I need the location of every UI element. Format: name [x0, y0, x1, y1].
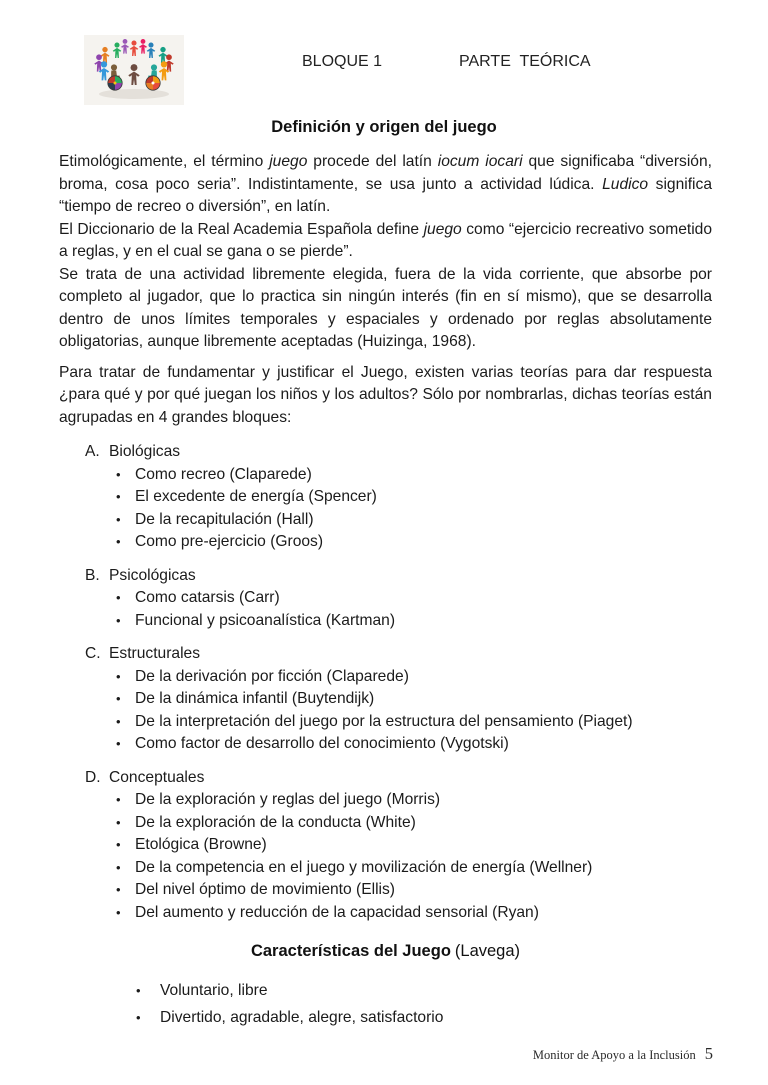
bullet-icon: • [116, 489, 121, 504]
list-item [59, 977, 712, 1004]
list-item [85, 789, 712, 812]
list-item-text: Como factor de desarrollo del conocimiento (Vygotski) [135, 735, 509, 752]
page-number: 5 [704, 1044, 713, 1063]
list-item [59, 1004, 712, 1031]
characteristics-heading-author: (Lavega) [454, 942, 521, 960]
bullet-icon: • [116, 882, 121, 897]
list-item-text: Divertido, agradable, alegre, satisfactorio [160, 1009, 444, 1026]
theory-sections [85, 441, 712, 924]
bullet-icon: • [116, 466, 121, 482]
bullet-icon: • [116, 590, 121, 605]
section-letter: A. [85, 443, 100, 460]
list-item [85, 531, 712, 554]
part-label: PARTE TEÓRICA [459, 53, 591, 70]
section-heading [85, 441, 712, 464]
page-footer [533, 1044, 713, 1064]
bullet-icon: • [116, 837, 121, 852]
list-item [85, 509, 712, 532]
bullet-icon: • [136, 983, 141, 998]
list-item [85, 666, 712, 689]
list-item-text: Del aumento y reducción de la capacidad sensorial (Ryan) [135, 903, 539, 921]
paragraph-rae-definition: El Diccionario de la Real Academia Española define juego como “ejercicio recreativo sometido a reglas, y en el cual se gana o se pierde”. [59, 220, 713, 260]
list-item-text: De la recapitulación (Hall) [135, 510, 314, 528]
list-item-text: Como catarsis (Carr) [135, 589, 280, 606]
list-item [85, 711, 712, 734]
children-circle-logo [84, 35, 184, 105]
bullet-icon: • [136, 1010, 141, 1025]
section-item-list [85, 666, 712, 756]
list-item-text: De la interpretación del juego por la estructura del pensamiento (Piaget) [135, 712, 633, 730]
section-item-list [85, 587, 712, 632]
list-item-text: Del nivel óptimo de movimiento (Ellis) [135, 881, 395, 898]
list-item [85, 587, 712, 610]
list-item [85, 610, 712, 633]
bullet-icon: • [116, 814, 121, 830]
list-item-text: Como recreo (Claparede) [135, 465, 312, 483]
list-item [85, 902, 712, 925]
list-item [85, 812, 712, 835]
intro-text [59, 151, 712, 429]
theory-section [85, 767, 712, 925]
list-item-text: Etológica (Browne) [135, 836, 267, 853]
section-heading [85, 767, 712, 790]
section-title: Psicológicas [109, 566, 196, 584]
bullet-icon: • [116, 736, 121, 751]
paragraph-huizinga: Se trata de una actividad libremente elegida, fuera de la vida corriente, que absorbe por completo al jugador, que lo practica sin ningún interés (fin en sí mismo), que se desarrolla dentro de unos límites temporales y espaciales y ordenado por reglas absolutamente obligatorias, aunque libremente aceptadas (Huizinga, 1968). [59, 265, 712, 350]
bullet-icon: • [116, 534, 121, 549]
list-item-text: De la exploración de la conducta (White) [135, 813, 416, 831]
bullet-icon: • [116, 859, 121, 875]
section-title: Conceptuales [109, 768, 205, 786]
section-letter: D. [85, 768, 101, 786]
list-item-text: De la dinámica infantil (Buytendijk) [135, 690, 375, 707]
section-letter: B. [85, 566, 100, 584]
list-item [85, 857, 712, 880]
list-item [85, 486, 712, 509]
list-item-text: Como pre-ejercicio (Groos) [135, 533, 324, 550]
list-item-text: Funcional y psicoanalística (Kartman) [135, 611, 396, 629]
list-item-text: De la competencia en el juego y movilización de energía (Wellner) [135, 858, 593, 876]
theory-section [85, 565, 712, 633]
list-item-text: De la derivación por ficción (Claparede) [135, 667, 409, 685]
list-item-text: De la exploración y reglas del juego (Morris) [135, 791, 441, 808]
section-item-list [85, 464, 712, 554]
section-title: Biológicas [109, 443, 181, 460]
section-heading [85, 565, 712, 588]
page-title: Definición y origen del juego [271, 118, 497, 136]
bullet-icon: • [116, 904, 121, 920]
list-item-text: El excedente de energía (Spencer) [135, 488, 377, 505]
list-item-text: Voluntario, libre [160, 982, 268, 999]
list-item [85, 834, 712, 857]
block-label: BLOQUE 1 [302, 53, 383, 70]
bullet-icon: • [116, 612, 121, 628]
characteristics-list [59, 977, 712, 1031]
theory-section [85, 441, 712, 554]
list-item [85, 879, 712, 902]
footer-text: Monitor de Apoyo a la Inclusión [532, 1048, 696, 1062]
list-item [85, 733, 712, 756]
paragraph-theories-intro: Para tratar de fundamentar y justificar el Juego, existen varias teorías para dar respuesta ¿para qué y por qué juegan los niños y los adultos? Sólo por nombrarlas, dichas teorías están agrupadas en 4 grandes bloques: [59, 363, 712, 426]
section-title: Estructurales [109, 645, 200, 662]
paragraph-etymology: Etimológicamente, el término juego procede del latín iocum iocari que significaba “diversión, broma, cosa poco seria”. Indistintamente, se usa junto a actividad lúdica. Ludico significa “tiempo de recreo o diversión”, en latín. [59, 153, 712, 215]
bullet-icon: • [116, 511, 121, 527]
bullet-icon: • [116, 713, 121, 729]
characteristics-heading [59, 942, 712, 961]
page-header [0, 0, 768, 118]
section-heading [85, 643, 712, 666]
bullet-icon: • [116, 691, 121, 706]
list-item [85, 464, 712, 487]
characteristics-heading-bold: Características del Juego [250, 942, 451, 960]
theory-section [85, 643, 712, 756]
bullet-icon: • [116, 668, 121, 684]
section-letter: C. [85, 645, 101, 662]
list-item [85, 688, 712, 711]
section-item-list [85, 789, 712, 924]
bullet-icon: • [116, 792, 121, 807]
